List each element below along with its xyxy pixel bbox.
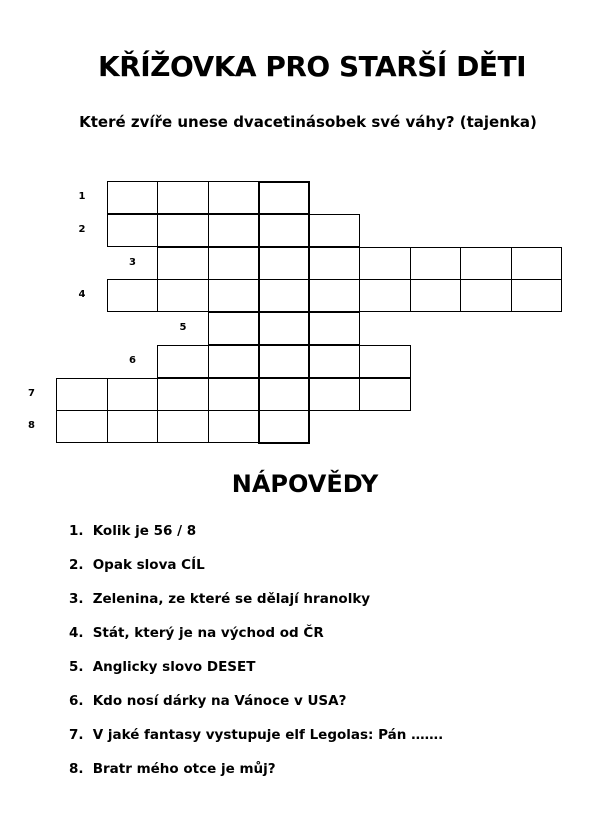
hint-text: Bratr mého otce je můj? — [92, 761, 276, 777]
crossword-cell[interactable] — [208, 181, 260, 214]
crossword-cell[interactable] — [511, 279, 563, 312]
row-number: 7 — [28, 387, 35, 399]
crossword-cell[interactable] — [208, 410, 260, 443]
crossword-cell[interactable] — [56, 410, 108, 443]
crossword-cell[interactable] — [258, 181, 310, 214]
crossword-cell[interactable] — [258, 279, 310, 312]
hint-item — [69, 725, 443, 759]
crossword-cell[interactable] — [309, 279, 361, 312]
hint-item — [69, 657, 443, 691]
crossword-cell[interactable] — [410, 279, 462, 312]
crossword-cell[interactable] — [309, 312, 361, 345]
crossword-cell[interactable] — [157, 247, 209, 280]
crossword-cell[interactable] — [359, 279, 411, 312]
crossword-cell[interactable] — [107, 410, 159, 443]
row-number: 1 — [78, 191, 86, 202]
hint-number: 4. — [69, 625, 84, 641]
crossword-cell[interactable] — [258, 214, 310, 247]
hint-number: 8. — [69, 761, 84, 777]
crossword-cell[interactable] — [309, 247, 361, 280]
crossword-cell[interactable] — [258, 345, 310, 378]
crossword-cell[interactable] — [208, 247, 260, 280]
crossword-cell[interactable] — [157, 378, 209, 411]
hint-text: Zelenina, ze které se dělají hranolky — [92, 591, 371, 607]
crossword-cell[interactable] — [208, 214, 260, 247]
hint-item — [69, 555, 443, 589]
row-number: 2 — [78, 223, 86, 235]
hint-text: Kolik je 56 / 8 — [92, 523, 197, 539]
hint-item — [69, 589, 443, 623]
hint-item — [69, 691, 443, 725]
hint-number: 6. — [69, 693, 84, 709]
crossword-cell[interactable] — [208, 378, 260, 411]
crossword-cell[interactable] — [157, 410, 209, 443]
crossword-cell[interactable] — [359, 378, 411, 411]
crossword-cell[interactable] — [258, 312, 310, 345]
crossword-cell[interactable] — [107, 181, 159, 214]
crossword-cell[interactable] — [157, 214, 209, 247]
crossword-cell[interactable] — [511, 247, 563, 280]
crossword-cell[interactable] — [258, 378, 310, 411]
hints-list — [69, 521, 443, 793]
hint-text: Stát, který je na východ od ČR — [92, 625, 324, 641]
crossword-cell[interactable] — [309, 345, 361, 378]
crossword-cell[interactable] — [309, 214, 361, 247]
crossword-cell[interactable] — [460, 247, 512, 280]
hint-number: 1. — [69, 523, 84, 539]
row-number: 8 — [28, 420, 35, 432]
hint-item — [69, 759, 443, 793]
crossword-cell[interactable] — [107, 378, 159, 411]
crossword-cell[interactable] — [157, 181, 209, 214]
row-number: 4 — [78, 289, 86, 301]
crossword-cell[interactable] — [208, 279, 260, 312]
hint-item — [69, 521, 443, 555]
hint-number: 5. — [69, 659, 84, 675]
hint-item — [69, 623, 443, 657]
crossword-cell[interactable] — [208, 345, 260, 378]
crossword-cell[interactable] — [157, 279, 209, 312]
crossword-cell[interactable] — [107, 279, 159, 312]
page-title: KŘÍŽOVKA PRO STARŠÍ DĚTI — [98, 50, 526, 83]
hint-number: 7. — [69, 727, 84, 743]
hints-title: NÁPOVĚDY — [231, 470, 379, 498]
crossword-cell[interactable] — [460, 279, 512, 312]
row-number: 3 — [129, 256, 136, 268]
row-number: 5 — [179, 322, 187, 333]
crossword-cell[interactable] — [208, 312, 260, 345]
hint-text: Opak slova CÍL — [92, 557, 205, 573]
crossword-cell[interactable] — [410, 247, 462, 280]
hint-number: 2. — [69, 557, 84, 573]
crossword-cell[interactable] — [359, 345, 411, 378]
puzzle-question: Které zvíře unese dvacetinásobek své váhy? (tajenka) — [79, 113, 537, 131]
hint-text: Kdo nosí dárky na Vánoce v USA? — [92, 693, 347, 709]
hint-text: V jaké fantasy vystupuje elf Legolas: Pán ……. — [92, 727, 444, 743]
hint-number: 3. — [69, 591, 84, 607]
hint-text: Anglicky slovo DESET — [92, 659, 256, 675]
crossword-cell[interactable] — [56, 378, 108, 411]
crossword-cell[interactable] — [258, 247, 310, 280]
row-number: 6 — [129, 354, 136, 366]
crossword-cell[interactable] — [107, 214, 159, 247]
crossword-cell[interactable] — [258, 410, 310, 443]
crossword-cell[interactable] — [157, 345, 209, 378]
crossword-cell[interactable] — [309, 378, 361, 411]
crossword-cell[interactable] — [359, 247, 411, 280]
